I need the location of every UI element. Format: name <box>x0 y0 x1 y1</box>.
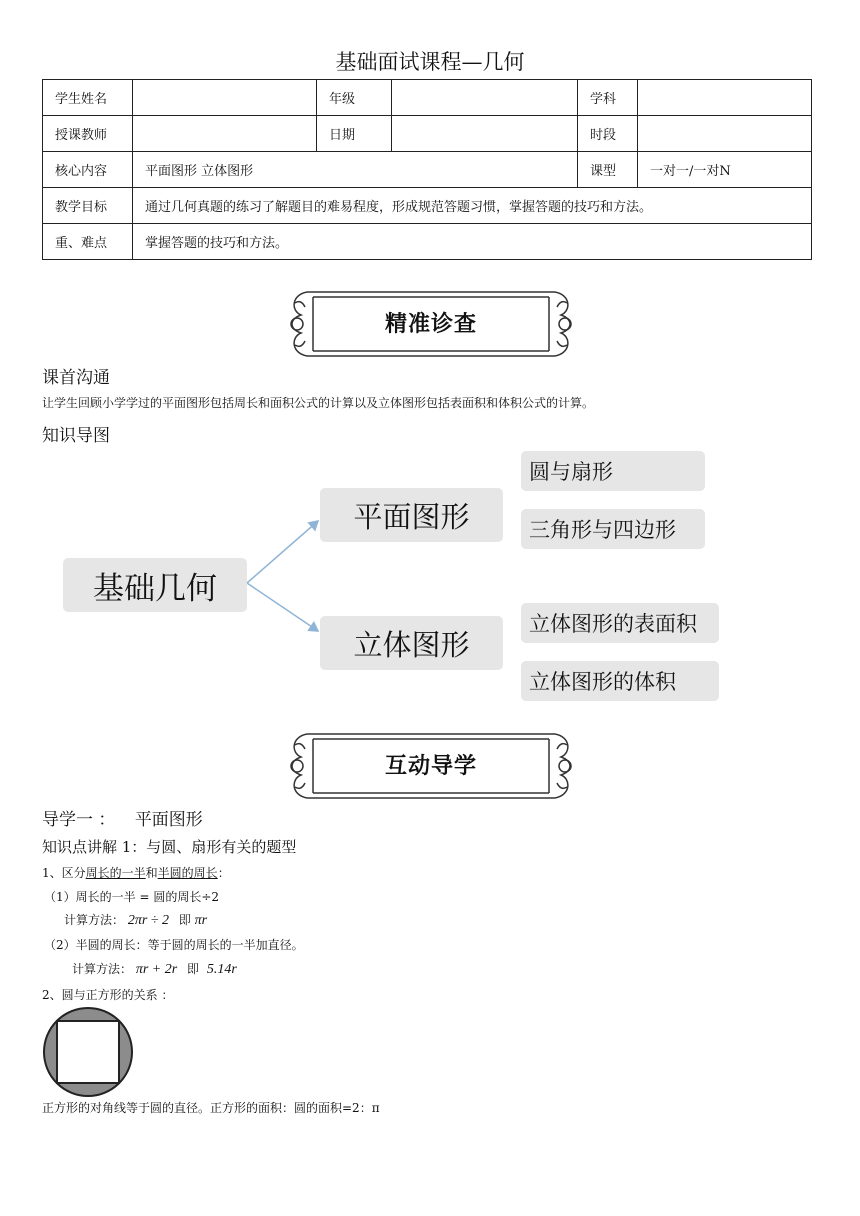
item1-mid: 和 <box>145 866 158 880</box>
mindmap-root: 基础几何 <box>63 558 247 612</box>
calc1-formula: 2πr ÷ 2 <box>127 913 169 928</box>
label-teaching-goal: 教学目标 <box>43 188 133 224</box>
label-teacher: 授课教师 <box>43 116 133 152</box>
item1-line <box>42 864 230 881</box>
label-date: 日期 <box>317 116 392 152</box>
daoxue-heading <box>42 805 203 830</box>
label-grade: 年级 <box>317 80 392 116</box>
document-title: 基础面试课程—几何 <box>335 50 525 74</box>
calc1-result: πr <box>194 913 208 928</box>
mindmap-branch-solid: 立体图形 <box>320 616 503 670</box>
daoxue-heading-prefix: 导学一 ： <box>42 810 116 830</box>
mindmap-leaf-volume: 立体图形的体积 <box>521 661 719 701</box>
item1-suffix: ： <box>217 866 230 880</box>
inscribed-square <box>57 1021 119 1083</box>
banner-title: 精准诊查 <box>384 312 477 337</box>
label-subject: 学科 <box>578 80 638 116</box>
item2-line: 2、圆与正方形的关系 ： <box>42 988 174 1002</box>
banner-title: 互动导学 <box>384 754 477 779</box>
label-core-content: 核心内容 <box>43 152 133 188</box>
mindmap-leaf-surface: 立体图形的表面积 <box>521 603 719 643</box>
circle-square-diagram <box>42 1006 134 1098</box>
sub-item-2: （2）半圆的周长：等于圆的周长的一半加直径。 <box>44 938 304 952</box>
banner-interactive <box>287 731 575 801</box>
value-key-points: 掌握答题的技巧和方法。 <box>133 224 812 260</box>
calc2-formula: πr + 2r <box>135 962 178 977</box>
section-heading-kcgt: 课首沟通 <box>42 368 110 388</box>
calc2-ji: 即 <box>187 962 200 976</box>
calc1-label: 计算方法： <box>64 913 125 927</box>
value-teaching-goal: 通过几何真题的练习了解题目的难易程度，形成规范答题习惯，掌握答题的技巧和方法。 <box>133 188 812 224</box>
knowledge-point-title: 知识点讲解 1：与圆、扇形有关的题型 <box>42 838 297 856</box>
calc-line-2 <box>72 960 237 978</box>
mindmap-leaf-circle: 圆与扇形 <box>521 451 705 491</box>
calc1-ji: 即 <box>178 913 191 927</box>
item1-prefix: 1、区分 <box>42 866 86 880</box>
mindmap-leaf-triangle: 三角形与四边形 <box>521 509 705 549</box>
section-heading-zsdt: 知识导图 <box>42 426 110 446</box>
mindmap-branch-plane: 平面图形 <box>320 488 503 542</box>
label-student-name: 学生姓名 <box>43 80 133 116</box>
label-key-points: 重、难点 <box>43 224 133 260</box>
calc2-result: 5.14r <box>206 962 237 977</box>
conclusion-text: 正方形的对角线等于圆的直径。正方形的面积：圆的面积=2：π <box>42 1101 380 1115</box>
daoxue-heading-topic: 平面图形 <box>134 810 203 830</box>
item1-underline-2: 半圆的周长 <box>157 866 218 880</box>
item1-underline-1: 周长的一半 <box>85 866 146 880</box>
calc-line-1 <box>64 911 207 929</box>
value-class-type: 一对一/一对N <box>638 152 812 188</box>
calc2-label: 计算方法： <box>72 962 133 976</box>
label-class-type: 课型 <box>578 152 638 188</box>
section-text-kcgt: 让学生回顾小学学过的平面图形包括周长和面积公式的计算以及立体图形包括表面积和体积公式的计算。 <box>42 396 595 410</box>
sub-item-1: （1）周长的一半 = 圆的周长÷2 <box>44 890 220 904</box>
label-period: 时段 <box>578 116 638 152</box>
value-core-content: 平面图形 立体图形 <box>133 152 578 188</box>
